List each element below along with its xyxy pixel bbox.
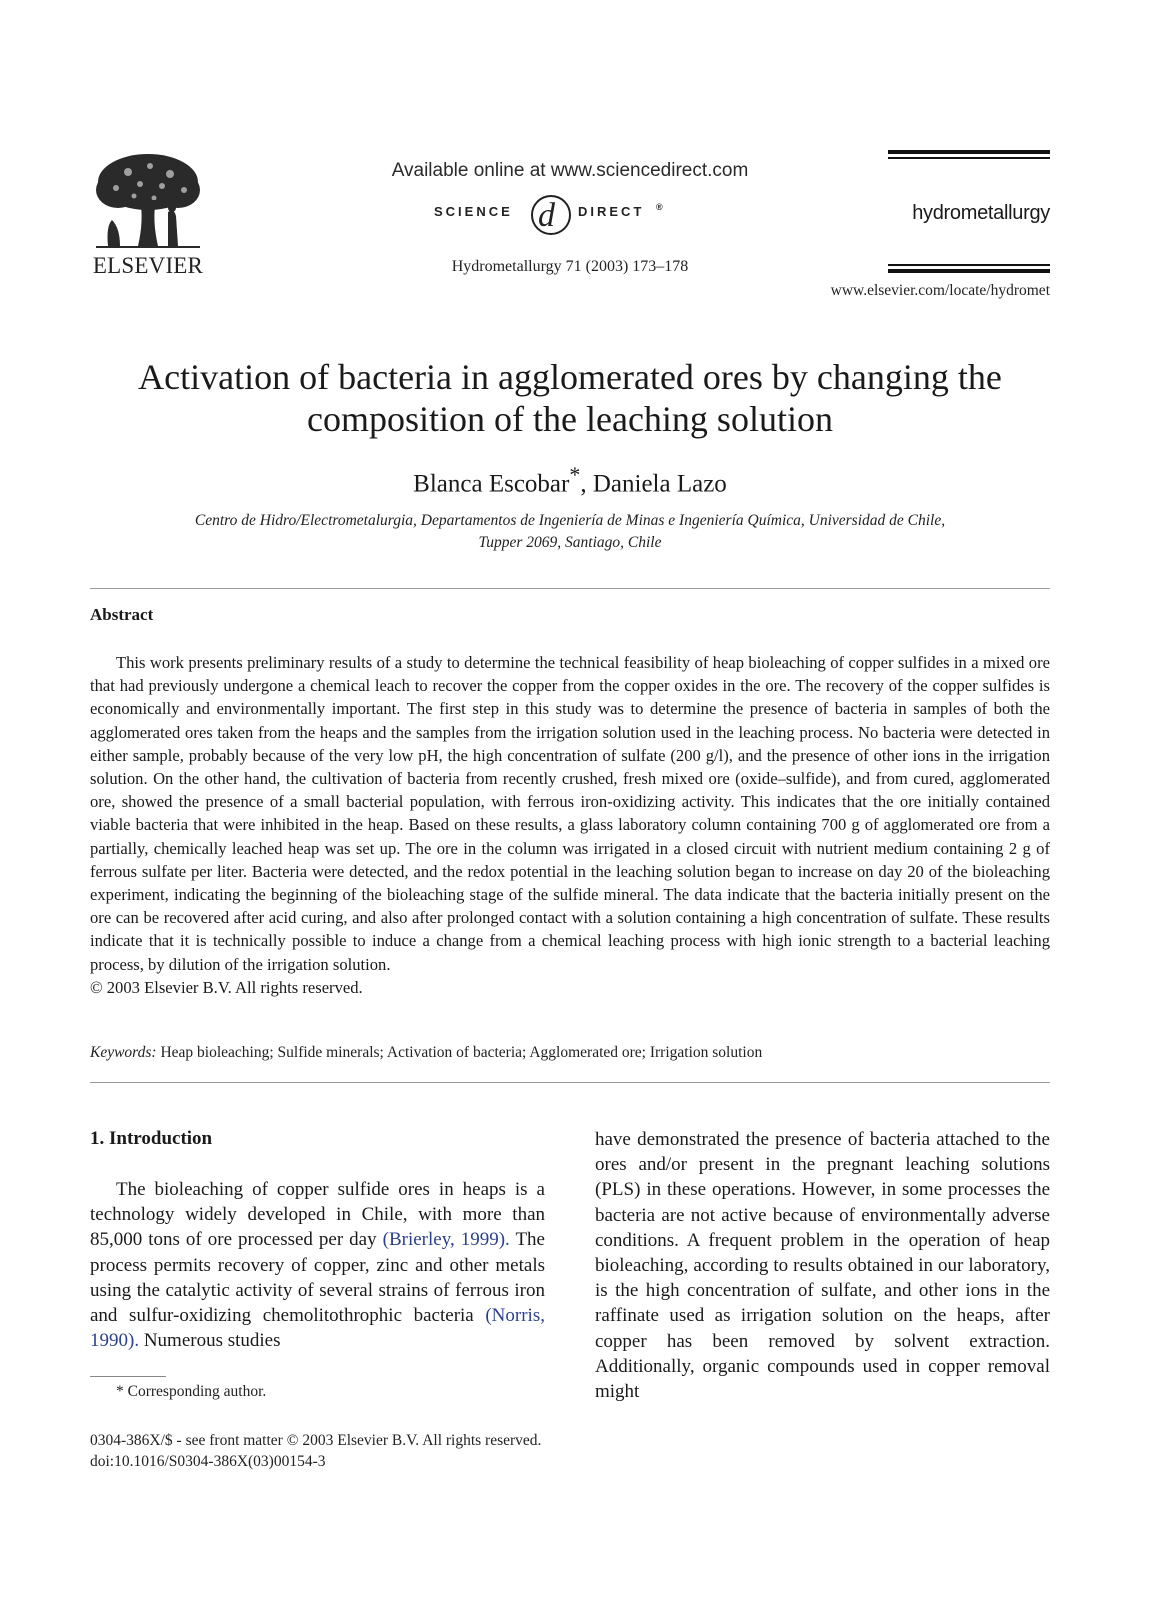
- intro-text-part-2: The process permits recovery of copper, zinc and other metals using the catalytic activity of several strains of ferrous iron and sulfur-oxidizing chemolitothrophic bacteria: [90, 1229, 545, 1327]
- elsevier-tree-icon: [88, 150, 208, 250]
- corresponding-author-mark[interactable]: *: [569, 462, 581, 487]
- keywords-list: Heap bioleaching; Sulfide minerals; Activation of bacteria; Agglomerated ore; Irrigation solution: [160, 1044, 763, 1061]
- sciencedirect-at-icon: [528, 188, 574, 238]
- affiliation-line-1: Centro de Hidro/Electrometalurgia, Departamentos de Ingeniería de Minas e Ingeniería Química, Universidad de Chile,: [194, 512, 946, 529]
- sciencedirect-right-word: DIRECT: [578, 204, 645, 219]
- svg-text:d: d: [538, 197, 555, 234]
- journal-reference: Hydrometallurgy 71 (2003) 173–178: [451, 258, 689, 275]
- elsevier-logo: [88, 150, 208, 280]
- author-separator: ,: [580, 470, 593, 498]
- abstract-text: This work presents preliminary results of a study to determine the technical feasibility of heap bioleaching of copper sulfides in a mixed ore that had previously undergone a chemical leach to recover the copper from the copper oxides in the ore. The recovery of the copper sulfides is economically and environmentally important. The first step in this study was to determine the presence of bacteria in samples of both the agglomerated ores taken from the heaps and the samples from the irrigation solution used in the leaching process. No bacteria were detected in either sample, probably because of the very low pH, the high concentration of sulfate (200 g/l), and the presence of other ions in the irrigation solution. On the other hand, the cultivation of bacteria from recently crushed, fresh mixed ore (oxide–sulfide), and from cured, agglomerated ore, showed the presence of a small bacterial population, with ferrous iron-oxidizing activity. This indicates that the ore initially contained viable bacteria that were inhibited in the heap. Based on these results, a glass laboratory column containing 700 g of agglomerated ore from a partially, chemically leached heap was set up. The ore in the column was irrigated in a closed circuit with nutrient medium containing 2 g of ferrous sulfate per liter. Bacteria were detected, and the redox potential in the leaching solution began to increase on day 20 of the bioleaching experiment, indicating the beginning of the bioleaching stage of the sulfide mineral. The data indicate that the bacteria initially present on the ore can be recovered after acid curing, and also after prolonged contact with a solution containing a high concentration of sulfate. These results indicate that it is technically possible to induce a change from a chemical leaching process with high ionic strength to a bacterial leaching process, by dilution of the irrigation solution.: [90, 653, 1050, 974]
- author-list: [90, 462, 1050, 498]
- keywords: [90, 1044, 1050, 1062]
- publisher-name: ELSEVIER: [92, 253, 204, 278]
- journal-name: hydrometallurgy: [912, 202, 1050, 224]
- divider-bottom: [90, 1082, 1050, 1083]
- abstract-copyright: © 2003 Elsevier B.V. All rights reserved.: [90, 977, 363, 997]
- footnote-rule: [90, 1376, 166, 1377]
- author-1[interactable]: Blanca Escobar: [413, 470, 570, 498]
- intro-text-part-3: Numerous studies: [139, 1330, 281, 1352]
- introduction-left-column: [90, 1177, 545, 1353]
- journal-url-link[interactable]: www.elsevier.com/locate/hydromet: [830, 282, 1050, 299]
- article-title-line-2: composition of the leaching solution: [307, 399, 833, 439]
- front-matter: [90, 1430, 541, 1472]
- introduction-right-column: have demonstrated the presence of bacteria attached to the ores and/or present in the pregnant leaching solutions (PLS) in these operations. However, in some processes the bacteria are not active because of environmentally adverse conditions. A frequent problem in the operation of heap bioleaching, according to results obtained in our laboratory, is the high concentration of sulfate, and other ions in the raffinate used as irrigation solution on the heaps, after copper has been removed by solvent extraction. Additionally, organic compounds used in copper removal might: [595, 1129, 1050, 1403]
- abstract-body: [90, 651, 1050, 999]
- header-rule-bottom-2: [888, 269, 1050, 273]
- footnote-corresponding-author: * Corresponding author.: [116, 1383, 267, 1400]
- author-2[interactable]: Daniela Lazo: [592, 470, 727, 498]
- article-title: [90, 356, 1050, 440]
- available-online-text: Available online at www.sciencedirect.com: [391, 160, 749, 181]
- abstract-heading: Abstract: [90, 605, 154, 624]
- affiliation-line-2: Tupper 2069, Santiago, Chile: [478, 534, 662, 551]
- sciencedirect-logo: [400, 188, 740, 238]
- section-heading-introduction: 1. Introduction: [90, 1128, 213, 1149]
- citation-norris-1990[interactable]: (Norris, 1990).: [90, 1305, 545, 1352]
- affiliation: [90, 510, 1050, 554]
- citation-brierley-1999[interactable]: (Brierley, 1999).: [382, 1229, 510, 1251]
- intro-text-part-1: The bioleaching of copper sulfide ores in heaps is a technology widely developed in Chile, with more than 85,000 tons of ore processed per day: [90, 1179, 545, 1251]
- header-rule-bottom-1: [888, 264, 1050, 266]
- keywords-label: Keywords:: [90, 1044, 157, 1061]
- article-title-line-1: Activation of bacteria in agglomerated ores by changing the: [138, 357, 1002, 397]
- front-matter-issn: 0304-386X/$ - see front matter © 2003 Elsevier B.V. All rights reserved.: [90, 1432, 542, 1449]
- registered-mark: ®: [656, 202, 663, 212]
- header-rule-top-2: [888, 157, 1050, 159]
- divider-top: [90, 588, 1050, 589]
- header-rule-top-1: [888, 150, 1050, 154]
- sciencedirect-left-word: SCIENCE: [434, 204, 513, 219]
- front-matter-doi[interactable]: doi:10.1016/S0304-386X(03)00154-3: [90, 1453, 326, 1470]
